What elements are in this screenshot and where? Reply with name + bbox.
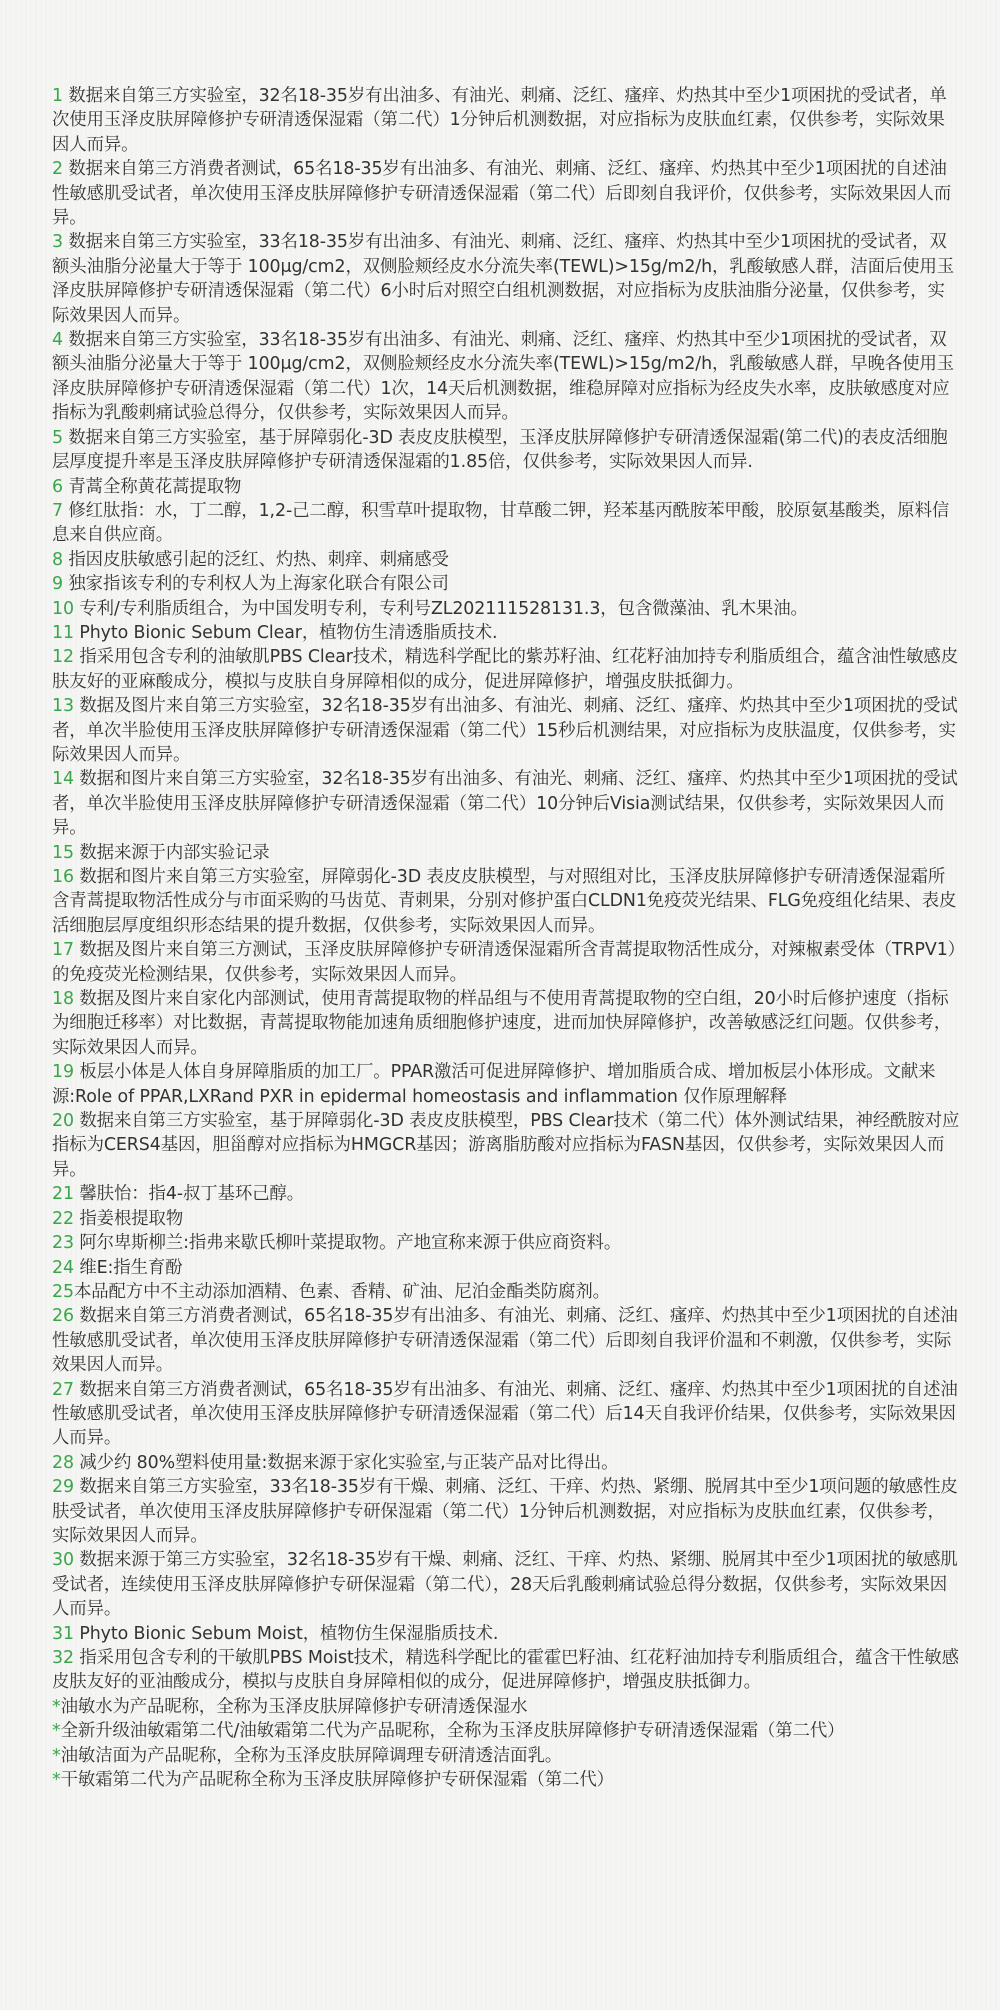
note-item (52, 1548, 962, 1621)
note-item (52, 475, 962, 499)
note-text: 数据来自第三方实验室，32名18-35岁有出油多、有油光、刺痛、泛红、瘙痒、灼热其中至少1项困扰的受试者，单次使用玉泽皮肤屏障修护专研清透保湿霜（第二代）1分钟后机测数据，对应指标为皮肤血红素，仅供参考，实际效果因人而异。 (52, 86, 947, 155)
note-number: 21 (52, 1184, 74, 1205)
note-number: 28 (52, 1452, 74, 1473)
numbered-notes (52, 84, 962, 1695)
note-number: 8 (52, 549, 63, 570)
note-text: 本品配方中不主动添加酒精、色素、香精、矿油、尼泊金酯类防腐剂。 (73, 1281, 610, 1302)
note-item (52, 1207, 962, 1231)
note-text: 数据及图片来自家化内部测试，使用青蒿提取物的样品组与不使用青蒿提取物的空白组，20小时后修护速度（指标为细胞迁移率）对比数据，青蒿提取物能加速角质细胞修护速度，进而加快屏障修护，改善敏感泛红问题。仅供参考，实际效果因人而异。 (52, 989, 952, 1058)
note-number: 12 (52, 647, 74, 668)
footnote-text: 干敏霜第二代为产品昵称全称为玉泽皮肤屏障修护专研保湿霜（第二代） (60, 1770, 614, 1791)
note-text: 数据和图片来自第三方实验室，屏障弱化-3D 表皮皮肤模型，与对照组对比，玉泽皮肤屏障修护专研清透保湿霜所含青蒿提取物活性成分与市面采购的马齿苋、青刺果，分别对修护蛋白CLDN1免疫荧光结果、FLG免疫组化结果、表皮活细胞层厚度组织形态结果的提升数据，仅供参考，实际效果因人而异。 (52, 867, 957, 936)
note-item (52, 84, 962, 157)
note-text: 数据来自第三方消费者测试，65名18-35岁有出油多、有油光、刺痛、泛红、瘙痒、灼热其中至少1项困扰的自述油性敏感肌受试者，单次使用玉泽皮肤屏障修护专研清透保湿霜（第二代）后即刻自我评价，仅供参考，实际效果因人而异。 (52, 159, 952, 229)
note-number: 18 (52, 989, 74, 1010)
note-number: 20 (52, 1111, 74, 1132)
note-item (52, 597, 962, 621)
note-text: 专利/专利脂质组合，为中国发明专利，专利号ZL202111528131.3，包含微藻油、乳木果油。 (73, 598, 808, 619)
note-number: 6 (52, 476, 63, 497)
note-item (52, 767, 962, 840)
note-item (52, 548, 962, 572)
note-item (52, 841, 962, 865)
note-item (52, 1231, 962, 1255)
note-item (52, 1182, 962, 1206)
note-item (52, 1060, 962, 1109)
note-number: 2 (52, 159, 63, 180)
note-text: 阿尔卑斯柳兰:指弗来歇氏柳叶菜提取物。产地宣称来源于供应商资料。 (73, 1233, 622, 1254)
note-text: 维E:指生育酚 (73, 1257, 183, 1278)
note-text: 青蒿全称黄花蒿提取物 (62, 476, 242, 497)
note-text: Phyto Bionic Sebum Moist，植物仿生保湿脂质技术. (73, 1623, 499, 1644)
asterisk-footnotes (52, 1695, 962, 1793)
note-number: 1 (52, 86, 63, 106)
note-number: 3 (52, 232, 63, 253)
note-text: 指采用包含专利的干敏肌PBS Moist技术，精选科学配比的霍霍巴籽油、红花籽油加持专利脂质组合，蕴含干性敏感皮肤友好的亚油酸成分，模拟与皮肤自身屏障相似的成分，促进屏障修护，增强皮肤抵御力。 (52, 1648, 959, 1693)
note-number: 11 (52, 622, 74, 643)
note-text: 减少约 80%塑料使用量:数据来源于家化实验室,与正装产品对比得出。 (73, 1452, 619, 1473)
note-number: 31 (52, 1623, 74, 1644)
note-text: 数据和图片来自第三方实验室，32名18-35岁有出油多、有油光、刺痛、泛红、瘙痒、灼热其中至少1项困扰的受试者，单次半脸使用玉泽皮肤屏障修护专研清透保湿霜（第二代）10分钟后Visia测试结果，仅供参考，实际效果因人而异。 (52, 769, 958, 839)
note-item (52, 572, 962, 596)
footnote-text: 全新升级油敏霜第二代/油敏霜第二代为产品昵称，全称为玉泽皮肤屏障修护专研清透保湿霜（第二代） (60, 1721, 845, 1742)
note-item (52, 499, 962, 548)
note-text: 数据来自第三方实验室，基于屏障弱化-3D 表皮皮肤模型，PBS Clear技术（第二代）体外测试结果，神经酰胺对应指标为CERS4基因，胆甾醇对应指标为HMGCR基因；游离脂肪酸对应指标为FASN基因，仅供参考，实际效果因人而异。 (52, 1111, 960, 1180)
note-item (52, 1622, 962, 1646)
footnote-asterisk: * (52, 1721, 61, 1742)
footnote-item (52, 1768, 962, 1792)
note-text: 数据来自第三方实验室，基于屏障弱化-3D 表皮皮肤模型，玉泽皮肤屏障修护专研清透保湿霜(第二代)的表皮活细胞层厚度提升率是玉泽皮肤屏障修护专研清透保湿霜的1.85倍，仅供参考，实际效果因人而异. (52, 427, 948, 473)
note-text: 数据来自第三方实验室，33名18-35岁有出油多、有油光、刺痛、泛红、瘙痒、灼热其中至少1项困扰的受试者，双额头油脂分泌量大于等于 100μg/cm2，双侧脸颊经皮水分流失率(TEWL)>15g/m2/h，乳酸敏感人群，洁面后使用玉泽皮肤屏障修护专研清透保湿霜（第二代）6小时后对照空白组机测数据，对应指标为皮肤油脂分泌量，仅供参考，实际效果因人而异。 (52, 232, 955, 326)
note-item (52, 1378, 962, 1451)
note-text: 指采用包含专利的油敏肌PBS Clear技术，精选科学配比的紫苏籽油、红花籽油加持专利脂质组合，蕴含油性敏感皮肤友好的亚麻酸成分，模拟与皮肤自身屏障相似的成分，促进屏障修护，增强皮肤抵御力。 (52, 647, 958, 692)
footnote-item (52, 1744, 962, 1768)
footnote-item (52, 1695, 962, 1719)
note-item (52, 1280, 962, 1304)
footnote-asterisk: * (52, 1696, 61, 1717)
note-item (52, 938, 962, 987)
footnote-item (52, 1719, 962, 1743)
note-item (52, 645, 962, 694)
note-number: 7 (52, 500, 63, 521)
note-text: 数据及图片来自第三方实验室，32名18-35岁有出油多、有油光、刺痛、泛红、瘙痒、灼热其中至少1项困扰的受试者，单次半脸使用玉泽皮肤屏障修护专研清透保湿霜（第二代）15秒后机测结果，对应指标为皮肤温度，仅供参考，实际效果因人而异。 (52, 696, 958, 765)
note-item (52, 426, 962, 475)
note-number: 16 (52, 867, 74, 887)
footnote-text: 油敏洁面为产品昵称，全称为玉泽皮肤屏障调理专研清透洁面乳。 (60, 1745, 563, 1766)
note-number: 23 (52, 1233, 74, 1254)
note-text: 数据来自第三方实验室，33名18-35岁有干燥、刺痛、泛红、干痒、灼热、紧绷、脱屑其中至少1项问题的敏感性皮肤受试者，单次使用玉泽皮肤屏障修护专研保湿霜（第二代）1分钟后机测数据，对应指标为皮肤血红素，仅供参考，实际效果因人而异。 (52, 1477, 958, 1546)
note-number: 32 (52, 1648, 74, 1668)
note-item (52, 694, 962, 767)
note-number: 10 (52, 598, 74, 619)
note-item (52, 1475, 962, 1548)
note-text: 指姜根提取物 (73, 1208, 184, 1229)
note-number: 24 (52, 1257, 74, 1278)
note-item (52, 1646, 962, 1695)
footnote-document (52, 84, 962, 1792)
note-number: 19 (52, 1062, 74, 1083)
note-number: 17 (52, 940, 74, 961)
note-item (52, 328, 962, 426)
note-item (52, 1451, 962, 1475)
note-number: 4 (52, 330, 63, 351)
note-text: 馨肤怡：指4-叔丁基环己醇。 (73, 1184, 304, 1205)
note-number: 14 (52, 769, 74, 790)
note-text: 板层小体是人体自身屏障脂质的加工厂。PPAR激活可促进屏障修护、增加脂质合成、增加板层小体形成。文献来源:Role of PPAR,LXRand PXR in epidermal homeostasis and inflammation 仅作原理解释 (52, 1062, 936, 1107)
note-item (52, 1256, 962, 1280)
note-number: 30 (52, 1550, 74, 1571)
note-number: 13 (52, 696, 74, 717)
note-number: 9 (52, 574, 63, 595)
note-text: 数据来自第三方消费者测试，65名18-35岁有出油多、有油光、刺痛、泛红、瘙痒、灼热其中至少1项困扰的自述油性敏感肌受试者，单次使用玉泽皮肤屏障修护专研清透保湿霜（第二代）后14天自我评价结果，仅供参考，实际效果因人而异。 (52, 1379, 958, 1449)
note-number: 27 (52, 1379, 74, 1400)
note-text: 修红肽指：水，丁二醇，1,2-己二醇，积雪草叶提取物，甘草酸二钾，羟苯基丙酰胺苯甲酸，胶原氨基酸类，原料信息来自供应商。 (52, 500, 950, 546)
footnote-text: 油敏水为产品昵称，全称为玉泽皮肤屏障修护专研清透保湿水 (60, 1696, 528, 1717)
footnote-asterisk: * (52, 1745, 61, 1766)
note-text: 指因皮肤敏感引起的泛红、灼热、刺痒、刺痛感受 (62, 549, 449, 570)
note-item (52, 1109, 962, 1182)
footnote-asterisk: * (52, 1770, 61, 1791)
note-item (52, 1304, 962, 1377)
note-item (52, 987, 962, 1060)
note-text: 独家指该专利的专利权人为上海家化联合有限公司 (62, 574, 449, 595)
note-text: 数据来自第三方消费者测试，65名18-35岁有出油多、有油光、刺痛、泛红、瘙痒、灼热其中至少1项困扰的自述油性敏感肌受试者，单次使用玉泽皮肤屏障修护专研清透保湿霜（第二代）后即刻自我评价温和不刺激，仅供参考，实际效果因人而异。 (52, 1306, 958, 1376)
note-number: 26 (52, 1306, 74, 1327)
note-item (52, 157, 962, 230)
note-number: 29 (52, 1477, 74, 1498)
note-text: Phyto Bionic Sebum Clear，植物仿生清透脂质技术. (73, 622, 498, 643)
note-number: 15 (52, 842, 74, 863)
note-item (52, 865, 962, 938)
note-text: 数据来自第三方实验室，33名18-35岁有出油多、有油光、刺痛、泛红、瘙痒、灼热其中至少1项困扰的受试者，双额头油脂分泌量大于等于 100μg/cm2，双侧脸颊经皮水分流失率(TEWL)>15g/m2/h，乳酸敏感人群，早晚各使用玉泽皮肤屏障修护专研清透保湿霜（第二代）1次，14天后机测数据，维稳屏障对应指标为经皮失水率，皮肤敏感度对应指标为乳酸刺痛试验总得分，仅供参考，实际效果因人而异。 (52, 330, 955, 424)
note-number: 25 (52, 1281, 74, 1302)
note-item (52, 621, 962, 645)
note-item (52, 230, 962, 328)
note-number: 5 (52, 427, 63, 448)
note-text: 数据来源于内部实验记录 (73, 842, 270, 863)
note-number: 22 (52, 1208, 74, 1229)
note-text: 数据来源于第三方实验室，32名18-35岁有干燥、刺痛、泛红、干痒、灼热、紧绷、脱屑其中至少1项困扰的敏感肌受试者，连续使用玉泽皮肤屏障修护专研保湿霜（第二代），28天后乳酸刺痛试验总得分数据，仅供参考，实际效果因人而异。 (52, 1550, 958, 1620)
note-text: 数据及图片来自第三方测试，玉泽皮肤屏障修护专研清透保湿霜所含青蒿提取物活性成分，对辣椒素受体（TRPV1）的免疫荧光检测结果，仅供参考，实际效果因人而异。 (52, 940, 957, 985)
